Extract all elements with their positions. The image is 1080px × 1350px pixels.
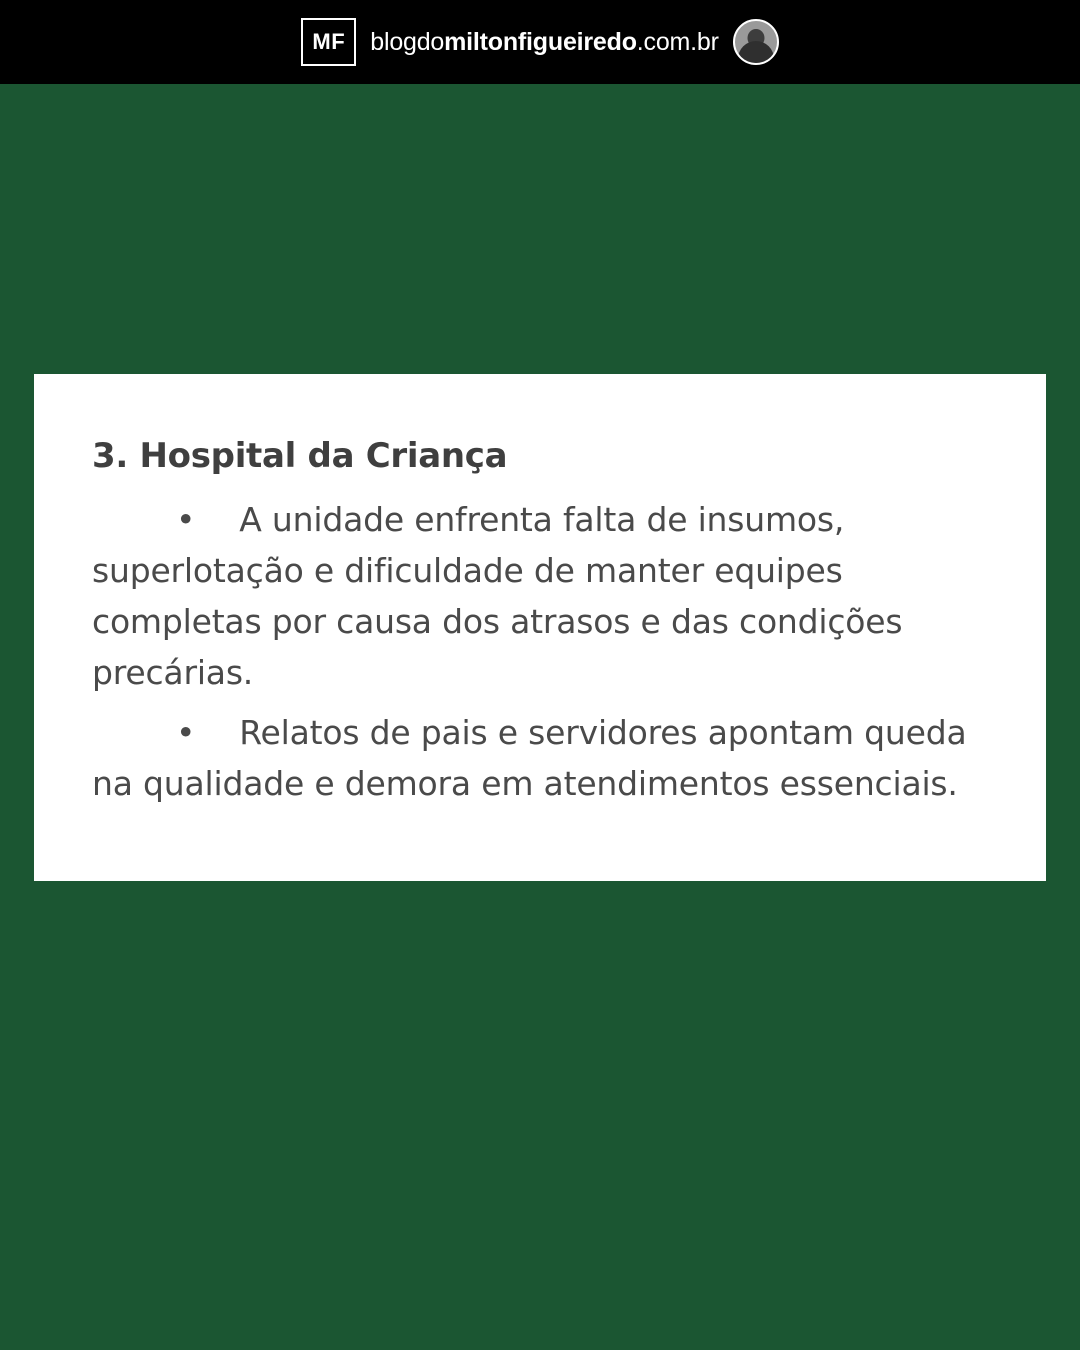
bullet-marker-icon: • bbox=[176, 500, 196, 539]
brand-prefix: blogdo bbox=[370, 27, 445, 56]
slide-canvas bbox=[0, 84, 1080, 1350]
list-item bbox=[92, 707, 988, 809]
avatar bbox=[733, 19, 779, 65]
bullet-marker-icon: • bbox=[176, 712, 196, 752]
brand-wordmark bbox=[370, 28, 718, 57]
mf-logo-icon bbox=[301, 18, 356, 66]
avatar-body-shape bbox=[738, 41, 774, 63]
site-branding[interactable] bbox=[301, 18, 778, 66]
list-item bbox=[92, 494, 988, 699]
list-item-text: Relatos de pais e servidores apontam queda na qualidade e demora em atendimentos essenciais. bbox=[92, 712, 967, 803]
content-card bbox=[34, 374, 1046, 881]
brand-main: miltonfigueiredo bbox=[444, 27, 637, 56]
mf-logo-text: MF bbox=[312, 29, 346, 54]
top-banner bbox=[0, 0, 1080, 84]
list-item-text: A unidade enfrenta falta de insumos, superlotação e dificuldade de manter equipes completas por causa dos atrasos e das condições precárias. bbox=[92, 500, 903, 693]
brand-tld: .com.br bbox=[636, 27, 719, 56]
page-title: 3. Hospital da Criança bbox=[92, 436, 508, 476]
